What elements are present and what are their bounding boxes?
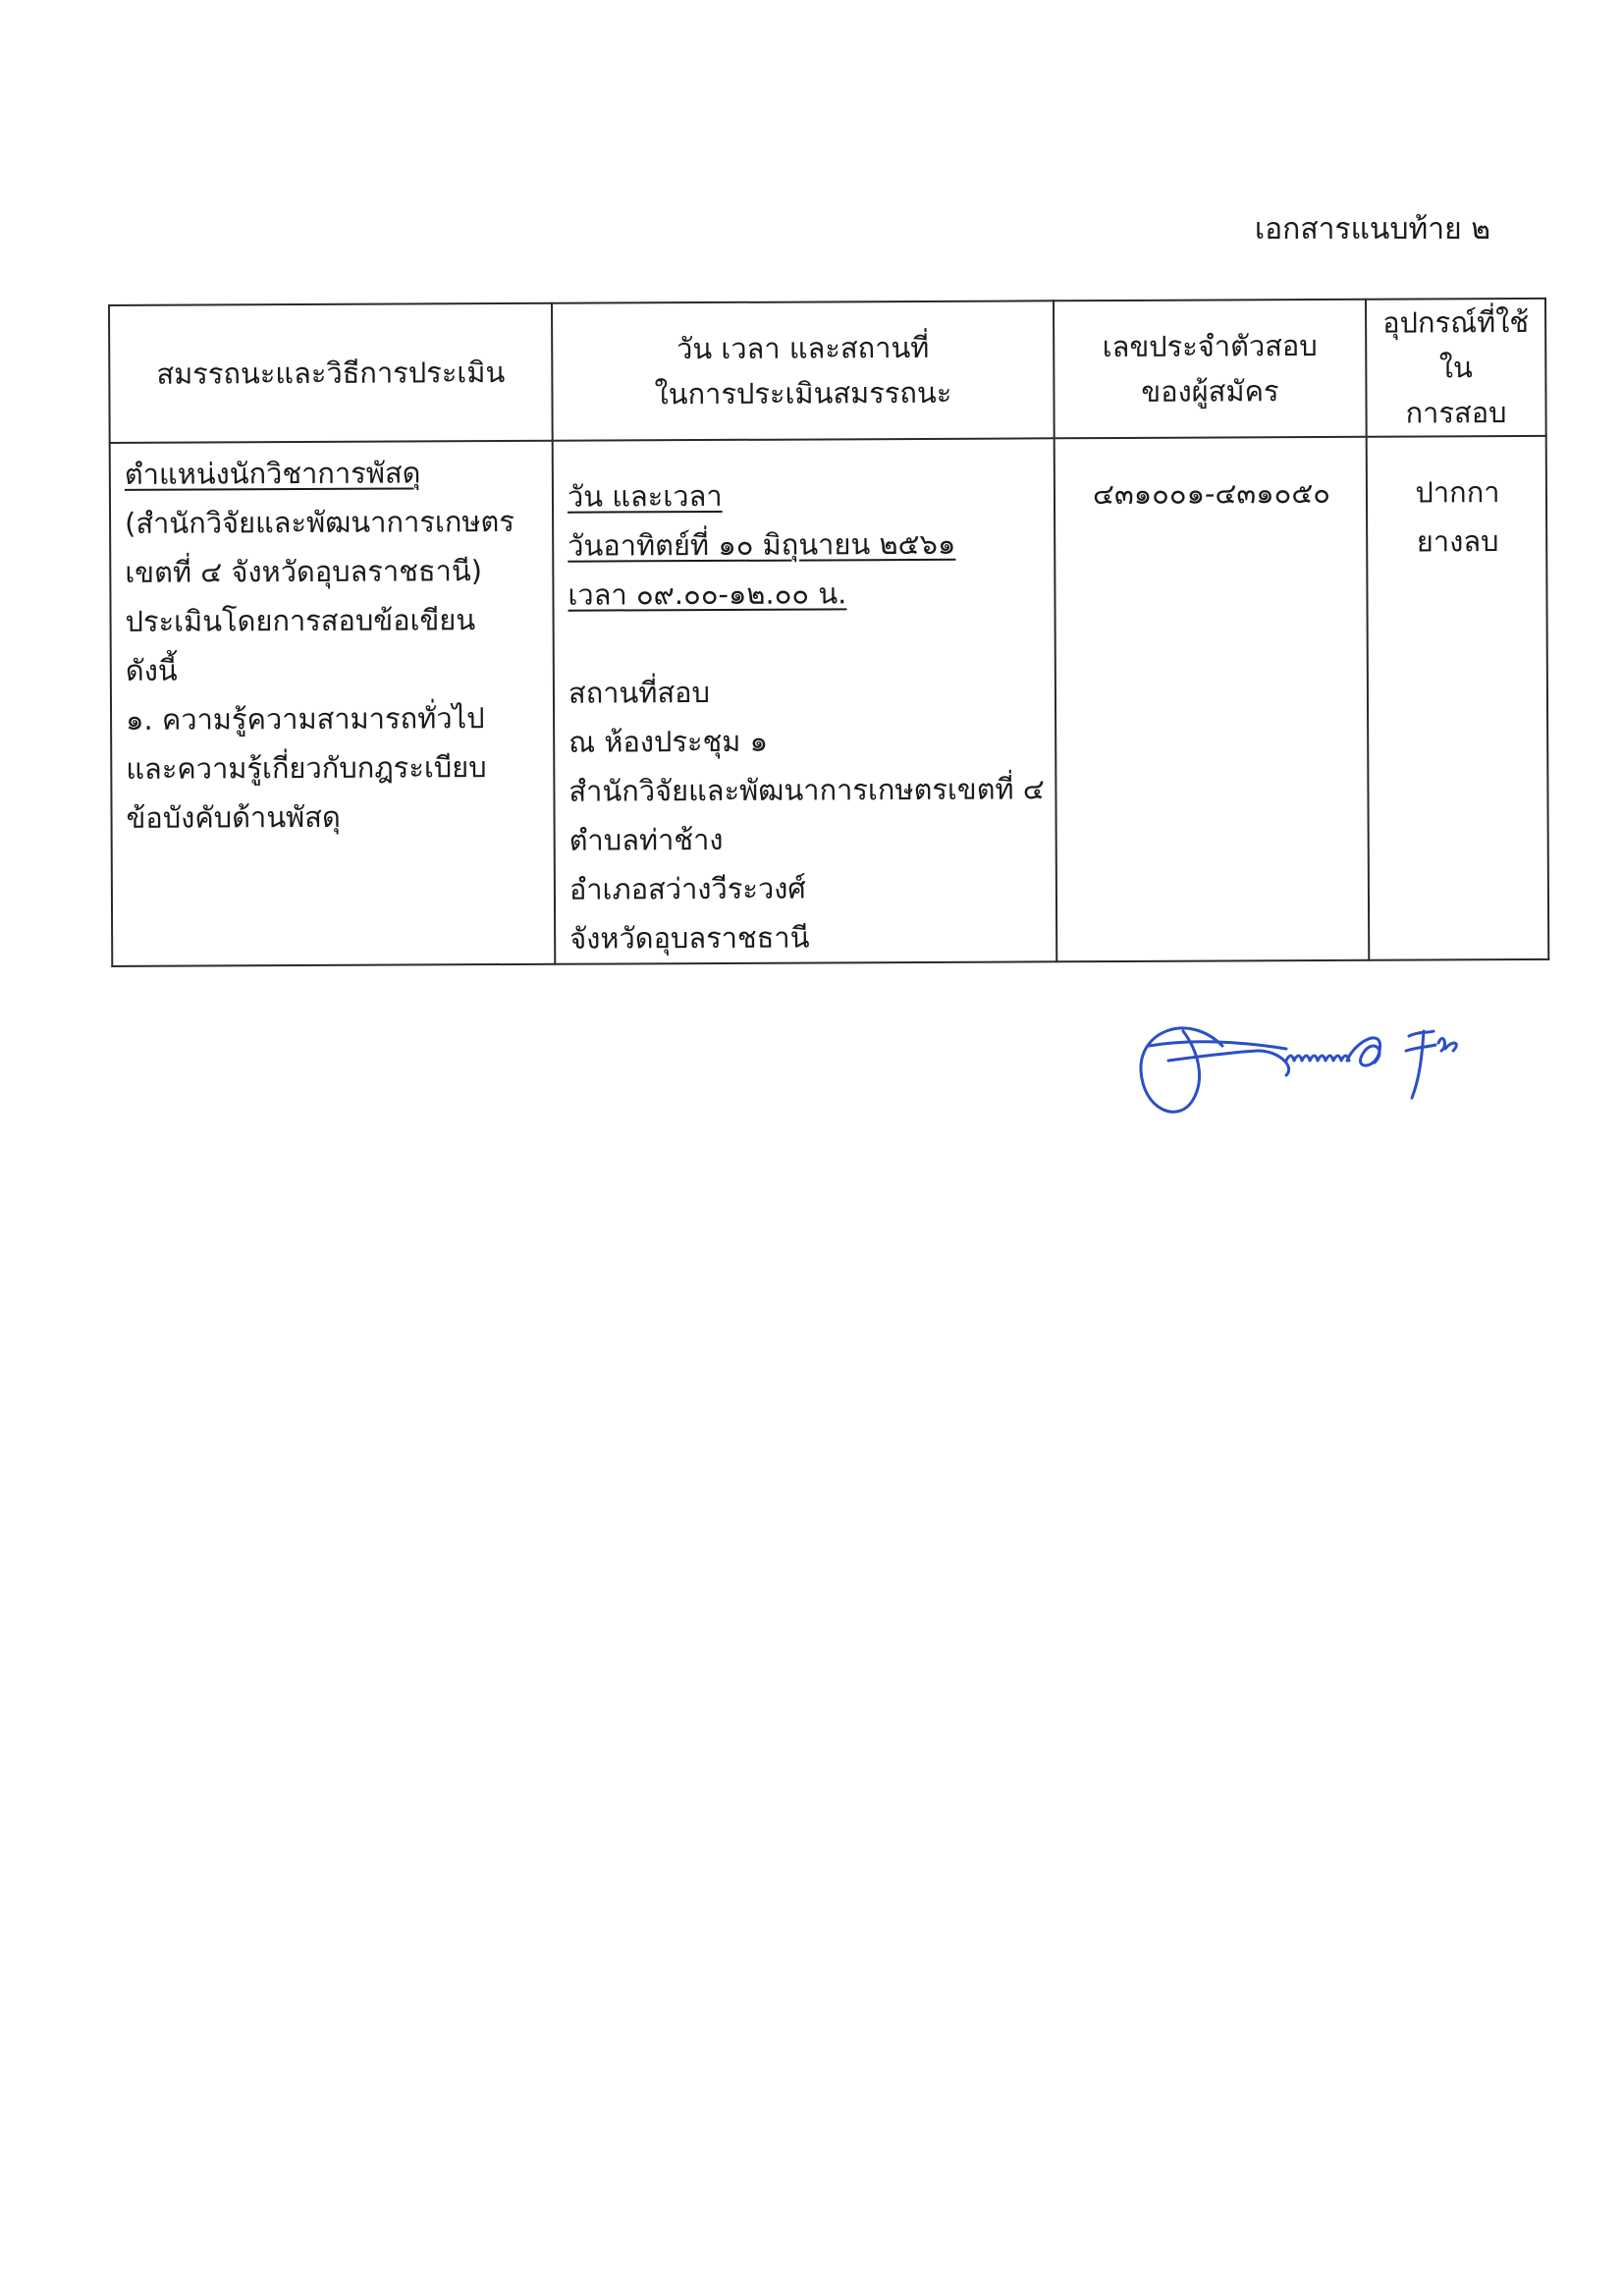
header-text: อุปกรณ์ที่ใช้ใน	[1382, 304, 1530, 385]
venue-room: ณ ห้องประชุม ๑	[568, 724, 769, 759]
venue-subdistrict: ตำบลท่าช้าง	[568, 822, 724, 857]
header-date-time-venue	[552, 301, 1055, 440]
table-header-row	[109, 299, 1546, 443]
header-text: สมรรถนะและวิธีการประเมิน	[156, 355, 506, 391]
header-exam-id	[1054, 300, 1367, 439]
datetime-heading: วัน และเวลา	[567, 478, 723, 514]
exam-item-line: และความรู้เกี่ยวกับกฎระเบียบ	[126, 750, 487, 786]
cell-date-time-venue	[553, 438, 1057, 963]
cell-exam-id	[1055, 437, 1370, 962]
exam-date: วันอาทิตย์ที่ ๑๐ มิถุนายน ๒๕๖๑	[568, 526, 956, 563]
header-text: เลขประจำตัวสอบ	[1102, 328, 1318, 364]
exam-schedule-table	[108, 298, 1549, 956]
document-label: เอกสารแนบท้าย ๒	[1254, 212, 1490, 246]
cell-competency-method	[110, 441, 556, 966]
equipment-eraser: ยางลบ	[1416, 524, 1499, 559]
header-competency-method	[109, 303, 553, 443]
header-text: การสอบ	[1405, 396, 1507, 430]
method-line: ประเมินโดยการสอบข้อเขียน	[125, 603, 476, 638]
header-text: ของผู้สมัคร	[1141, 374, 1279, 409]
exam-item-line: ข้อบังคับด้านพัสดุ	[126, 799, 341, 835]
office-line: เขตที่ ๔ จังหวัดอุบลราชธานี)	[125, 554, 483, 589]
cell-equipment	[1367, 436, 1549, 960]
exam-item-line: ๑. ความรู้ความสามารถทั่วไป	[125, 701, 485, 737]
position-title: ตำแหน่งนักวิชาการพัสดุ	[124, 456, 421, 491]
office-line: (สำนักวิจัยและพัฒนาการเกษตร	[125, 504, 514, 540]
venue-heading: สถานที่สอบ	[568, 676, 711, 710]
header-text: วัน เวลา และสถานที่	[676, 330, 930, 366]
venue-district: อำเภอสว่างวีระวงศ์	[568, 871, 806, 906]
table-row	[110, 436, 1549, 966]
exam-id-range: ๔๓๑๐๐๑-๔๓๑๐๕๐	[1092, 475, 1331, 512]
method-line: ดังนี้	[125, 653, 178, 687]
exam-time: เวลา ๐๙.๐๐-๑๒.๐๐ น.	[568, 576, 847, 612]
equipment-pen: ปากกา	[1415, 475, 1500, 510]
header-text: ในการประเมินสมรรถนะ	[654, 375, 952, 411]
handwritten-signature	[1129, 992, 1492, 1129]
header-equipment	[1366, 299, 1546, 437]
venue-province: จังหวัดอุบลราชธานี	[569, 920, 810, 956]
venue-org: สำนักวิจัยและพัฒนาการเกษตรเขตที่ ๔	[568, 772, 1045, 808]
